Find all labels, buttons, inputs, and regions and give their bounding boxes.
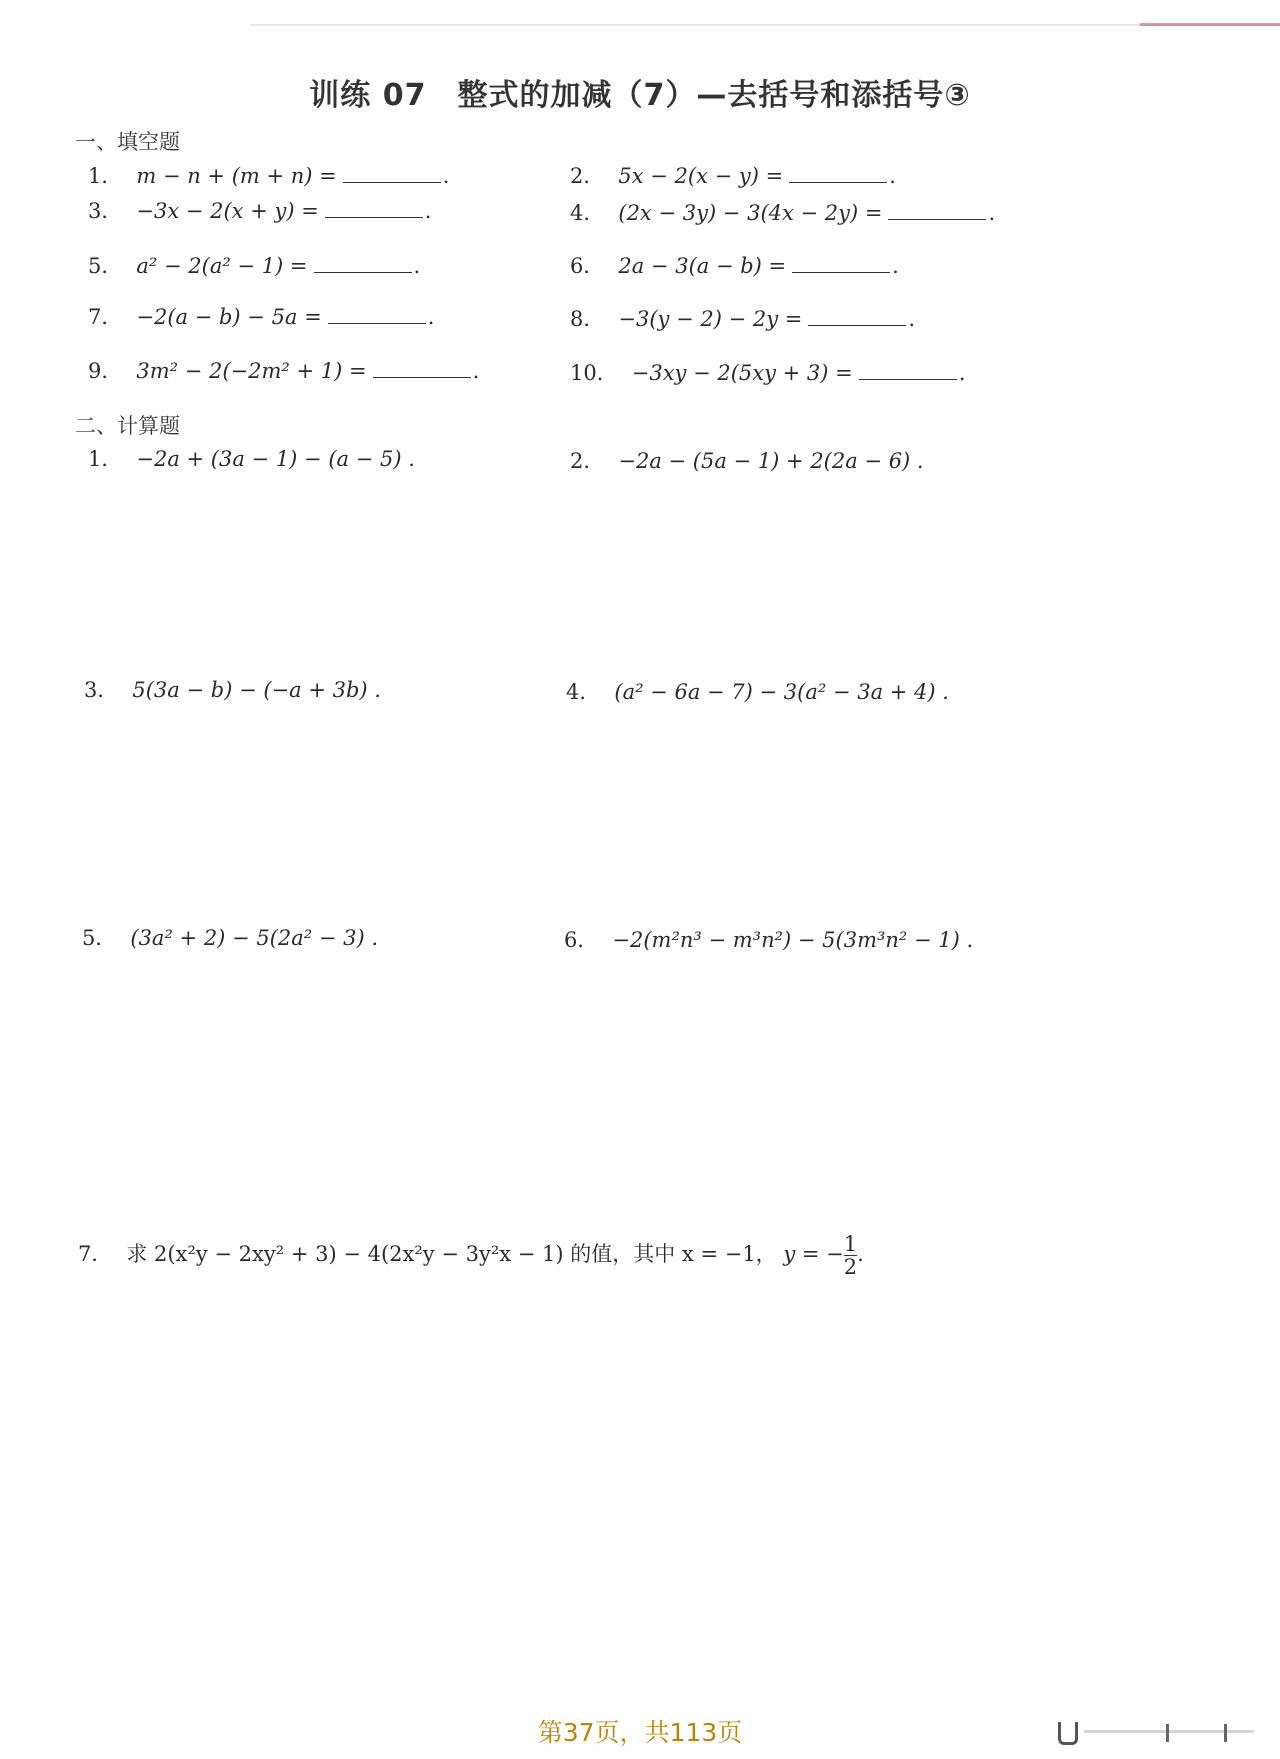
question-expression: 2a − 3(a − b) = [618, 254, 787, 278]
calc-question-5 [82, 924, 378, 952]
question-expression: −2(a − b) − 5a = [136, 305, 322, 329]
scroll-marker [1166, 1724, 1169, 1742]
calc-question-7 [78, 1233, 864, 1278]
question-expression: 求 2(x²y − 2xy² + 3) − 4(2x²y − 3y²x − 1) 的值，其中 x = −1， [126, 1242, 777, 1266]
question-number: 5． [82, 926, 117, 950]
answer-blank[interactable] [325, 199, 423, 218]
question-number: 4． [570, 201, 605, 225]
section-fill-blank: 一、填空题 [75, 130, 180, 154]
question-expression: −3xy − 2(5xy + 3) = [631, 361, 853, 385]
scroll-handle-icon[interactable] [1058, 1722, 1078, 1745]
question-number: 5． [88, 254, 123, 278]
calc-question-4 [566, 678, 949, 706]
calc-question-3 [84, 676, 381, 704]
question-number: 1． [88, 164, 123, 188]
answer-blank[interactable] [373, 359, 471, 378]
question-expression: −2(m²n³ − m³n²) − 5(3m³n² − 1) . [612, 928, 974, 952]
calc-question-1 [88, 445, 415, 473]
y-equals: y = − [783, 1242, 844, 1266]
page-title: 训练 07 整式的加减（7）—去括号和添括号③ [309, 78, 971, 113]
calc-question-6 [564, 926, 973, 954]
answer-blank[interactable] [314, 254, 412, 273]
question-expression: (a² − 6a − 7) − 3(a² − 3a + 4) . [614, 680, 949, 704]
question-number: 7． [88, 305, 123, 329]
top-rule-accent [1140, 23, 1280, 26]
answer-blank[interactable] [808, 307, 906, 326]
question-number: 10． [570, 361, 618, 385]
calc-question-2 [570, 447, 924, 475]
question-number: 9． [88, 359, 123, 383]
question-expression: −2a + (3a − 1) − (a − 5) . [136, 447, 415, 471]
question-number: 8． [570, 307, 605, 331]
fill-question-8: 8． −3(y − 2) − 2y = . [570, 307, 916, 331]
question-expression: −2a − (5a − 1) + 2(2a − 6) . [618, 449, 924, 473]
fraction-one-half [844, 1233, 857, 1278]
top-rule [250, 24, 1280, 26]
fill-question-10: 10． −3xy − 2(5xy + 3) = . [570, 361, 966, 385]
section-calculation: 二、计算题 [75, 414, 180, 438]
question-number: 3． [88, 199, 123, 223]
page-scrollbar[interactable] [1058, 1722, 1258, 1744]
fill-question-2: 2． 5x − 2(x − y) = . [570, 164, 896, 188]
fraction-denominator: 2 [843, 1255, 858, 1279]
question-expression: 5(3a − b) − (−a + 3b) . [132, 678, 381, 702]
question-number: 6． [570, 254, 605, 278]
answer-blank[interactable] [792, 254, 890, 273]
answer-blank[interactable] [343, 164, 441, 183]
page-indicator: 第37页，共113页 [537, 1718, 743, 1747]
fraction-numerator: 1 [843, 1232, 858, 1256]
question-number: 7． [78, 1242, 113, 1266]
fill-question-1: 1． m − n + (m + n) = . [88, 164, 450, 188]
question-number: 3． [84, 678, 119, 702]
fill-question-6: 6． 2a − 3(a − b) = . [570, 254, 899, 278]
answer-blank[interactable] [789, 164, 887, 183]
question-expression: a² − 2(a² − 1) = [136, 254, 308, 278]
scroll-marker [1224, 1724, 1227, 1742]
question-expression: (3a² + 2) − 5(2a² − 3) . [130, 926, 379, 950]
fill-question-4: 4． (2x − 3y) − 3(4x − 2y) = . [570, 201, 996, 225]
fill-question-7: 7． −2(a − b) − 5a = . [88, 305, 435, 329]
question-number: 6． [564, 928, 599, 952]
question-expression: (2x − 3y) − 3(4x − 2y) = [618, 201, 883, 225]
question-expression: 3m² − 2(−2m² + 1) = [136, 359, 367, 383]
answer-blank[interactable] [859, 361, 957, 380]
question-number: 2． [570, 164, 605, 188]
period: . [857, 1242, 864, 1266]
fill-question-9: 9． 3m² − 2(−2m² + 1) = . [88, 359, 480, 383]
question-expression: m − n + (m + n) = [136, 164, 337, 188]
fill-question-3: 3． −3x − 2(x + y) = . [88, 199, 432, 223]
question-expression: −3x − 2(x + y) = [136, 199, 319, 223]
question-number: 4． [566, 680, 601, 704]
question-expression: 5x − 2(x − y) = [618, 164, 784, 188]
scroll-track[interactable] [1084, 1730, 1254, 1733]
question-expression: −3(y − 2) − 2y = [618, 307, 803, 331]
answer-blank[interactable] [328, 305, 426, 324]
answer-blank[interactable] [888, 201, 986, 220]
question-number: 1． [88, 447, 123, 471]
fill-question-5: 5． a² − 2(a² − 1) = . [88, 254, 421, 278]
question-number: 2． [570, 449, 605, 473]
